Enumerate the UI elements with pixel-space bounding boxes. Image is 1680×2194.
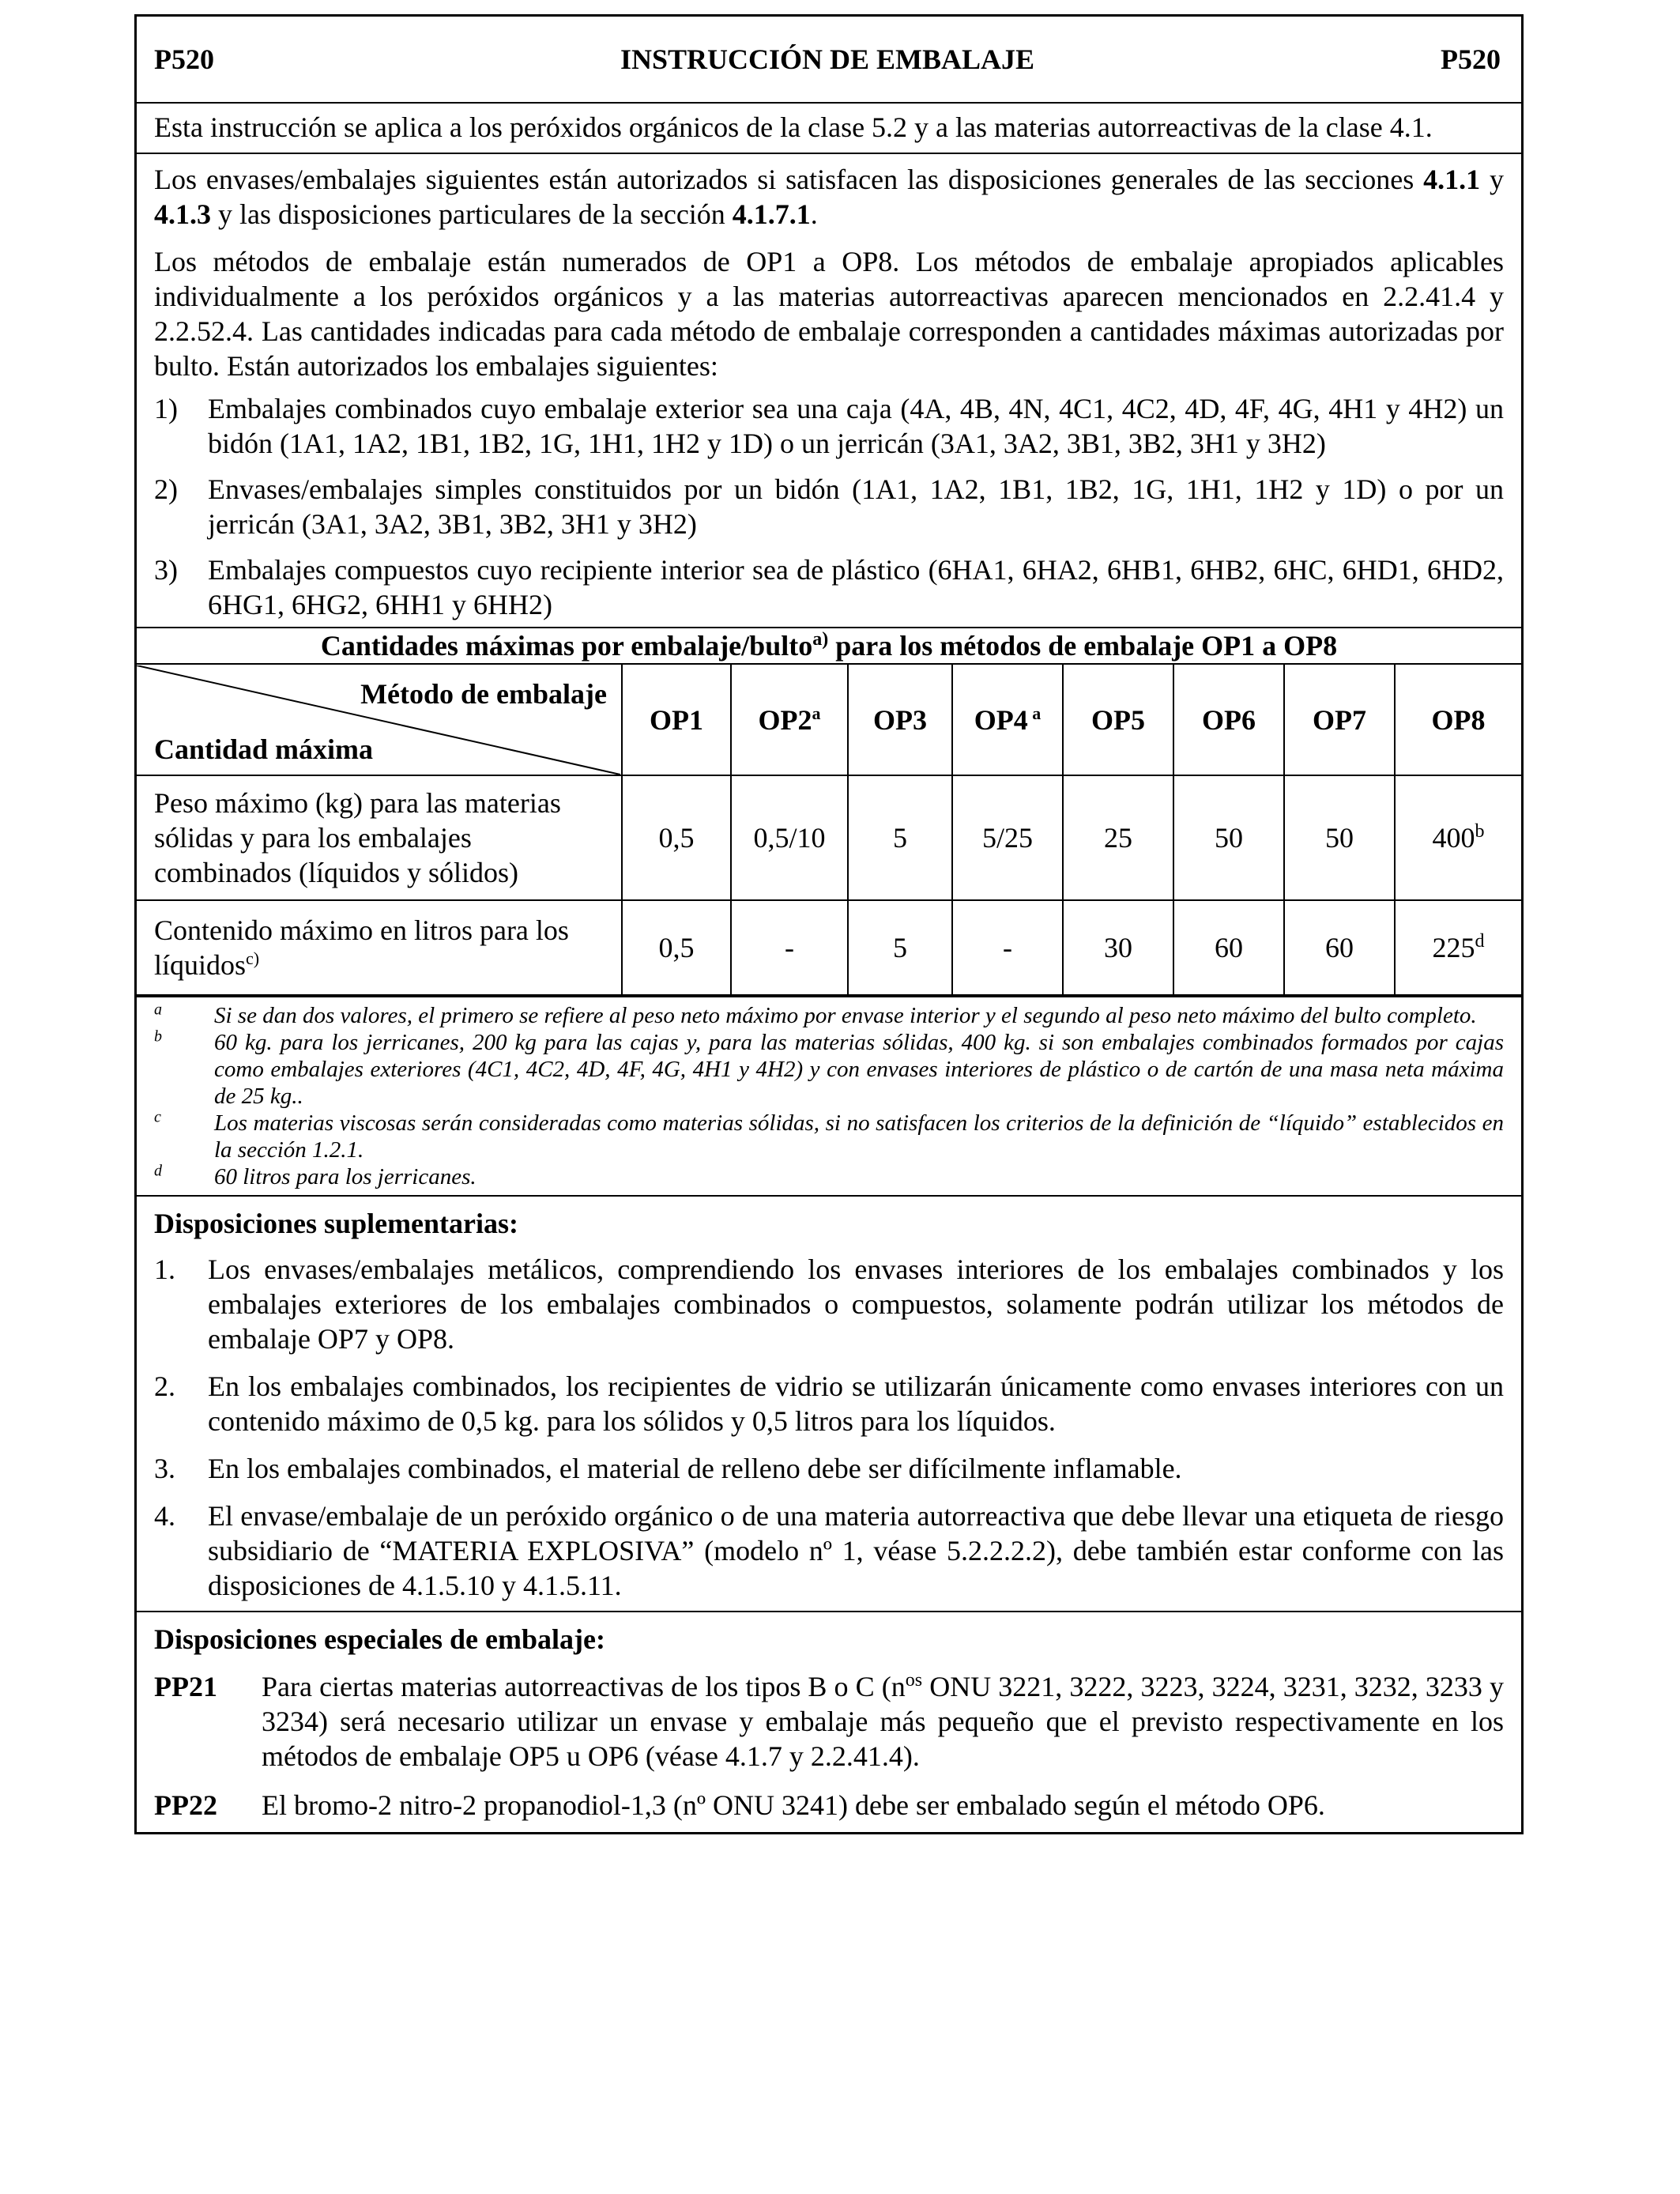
table-cell: 0,5 bbox=[622, 900, 731, 995]
instruction-code-left: P520 bbox=[154, 43, 214, 75]
intro-section bbox=[137, 102, 1521, 153]
table-title-part: para los métodos de embalaje OP1 a OP8 bbox=[828, 630, 1338, 662]
list-item-number: 4. bbox=[154, 1500, 175, 1532]
corner-qty-label: Cantidad máxima bbox=[154, 733, 374, 765]
list-item-text: En los embalajes combinados, el material de relleno debe ser difícilmente inflamable. bbox=[208, 1453, 1182, 1484]
footnote bbox=[154, 1163, 1504, 1190]
authorized-text bbox=[154, 162, 1504, 232]
footnote bbox=[154, 1110, 1504, 1163]
table-cell: 5 bbox=[848, 900, 952, 995]
table-cell: 60 bbox=[1173, 900, 1284, 995]
footnote bbox=[154, 1002, 1504, 1029]
method-header: OP5 bbox=[1063, 665, 1173, 775]
table-row bbox=[137, 900, 1521, 995]
table-header-row bbox=[137, 665, 1521, 775]
list-item-text: Envases/embalajes simples constituidos por un bidón (1A1, 1A2, 1B1, 1B2, 1G, 1H1, 1H2 y 1D) o por un jerricán (3A1, 3A2, 3B1, 3B2, 3H1 y 3H2) bbox=[208, 473, 1504, 540]
footnote-text: Los materias viscosas serán consideradas como materias sólidas, si no satisfacen los criterios de la definición de “líquido” establecidos en la sección 1.2.1. bbox=[214, 1110, 1504, 1163]
footnotes-section bbox=[137, 996, 1521, 1195]
authorized-text-part: y las disposiciones particulares de la sección bbox=[211, 198, 733, 230]
footnote-mark: d bbox=[154, 1162, 162, 1180]
list-item bbox=[154, 1252, 1504, 1356]
corner-method-label: Método de embalaje bbox=[360, 677, 607, 710]
method-header: OP4 $^a$ bbox=[952, 665, 1063, 775]
list-item bbox=[154, 1498, 1504, 1603]
quantity-table-title bbox=[137, 627, 1521, 663]
table-cell: 30 bbox=[1063, 900, 1173, 995]
list-item-number: 2) bbox=[154, 473, 178, 505]
section-ref: 4.1.7.1 bbox=[732, 198, 811, 230]
method-header: OP3 bbox=[848, 665, 952, 775]
table-cell: 60 bbox=[1284, 900, 1395, 995]
list-item-number: 1. bbox=[154, 1253, 175, 1285]
provision-code: PP22 bbox=[154, 1789, 217, 1821]
list-item bbox=[154, 552, 1504, 622]
footnote-mark: c bbox=[154, 1108, 161, 1126]
section-ref: 4.1.3 bbox=[154, 198, 211, 230]
method-header: OP6 bbox=[1173, 665, 1284, 775]
provision-code: PP21 bbox=[154, 1671, 217, 1702]
table-title-sup: a) bbox=[812, 629, 829, 650]
table-cell: 5/25 bbox=[952, 775, 1063, 900]
instruction-title: INSTRUCCIÓN DE EMBALAJE bbox=[620, 43, 1035, 75]
table-cell: - bbox=[952, 900, 1063, 995]
provision-text: El bromo-2 nitro-2 propanodiol-1,3 (nº ONU 3241) debe ser embalado según el método OP6. bbox=[262, 1789, 1325, 1821]
special-provision-pp22 bbox=[154, 1788, 1504, 1823]
supplementary-section bbox=[137, 1195, 1521, 1611]
corner-cell bbox=[137, 665, 622, 775]
footnote bbox=[154, 1029, 1504, 1110]
row-label: Contenido máximo en litros para los líquidos$^{c)}$ bbox=[137, 900, 622, 995]
table-cell: 225$^d$ bbox=[1395, 900, 1521, 995]
footnote-text: 60 kg. para los jerricanes, 200 kg para las cajas y, para las materias sólidas, 400 kg. si son embalajes combinados formados por cajas como embalajes exteriores (4C1, 4C2, 4D, 4F, 4G, 4H1 y 4H2) y con envases interiores de plástico o de cartón de una masa neta máxima de 25 kg.. bbox=[214, 1030, 1504, 1109]
footnote-text: 60 litros para los jerricanes. bbox=[214, 1164, 477, 1189]
quantity-table bbox=[137, 665, 1521, 996]
list-item bbox=[154, 1451, 1504, 1486]
special-title: Disposiciones especiales de embalaje: bbox=[154, 1623, 605, 1655]
list-item bbox=[154, 391, 1504, 461]
list-item-text: Embalajes compuestos cuyo recipiente interior sea de plástico (6HA1, 6HA2, 6HB1, 6HB2, 6HC, 6HD1, 6HD2, 6HG1, 6HG2, 6HH1 y 6HH2) bbox=[208, 554, 1504, 620]
method-header: OP7 bbox=[1284, 665, 1395, 775]
instruction-code-right: P520 bbox=[1440, 43, 1501, 75]
table-cell: 0,5 bbox=[622, 775, 731, 900]
special-section bbox=[137, 1611, 1521, 1832]
method-header: OP8 bbox=[1395, 665, 1521, 775]
footnote-mark: b bbox=[154, 1027, 162, 1046]
list-item-text: En los embalajes combinados, los recipientes de vidrio se utilizarán únicamente como envases interiores con un contenido máximo de 0,5 kg. para los sólidos y 0,5 litros para los líquidos. bbox=[208, 1370, 1504, 1437]
authorized-text-part: y bbox=[1480, 164, 1505, 195]
list-item-text: El envase/embalaje de un peróxido orgánico o de una materia autorreactiva que debe llevar una etiqueta de riesgo subsidiario de “MATERIA EXPLOSIVA” (modelo nº 1, véase 5.2.2.2.2), debe también estar conforme con las disposiciones de 4.1.5.10 y 4.1.5.11. bbox=[208, 1500, 1504, 1601]
list-item-number: 1) bbox=[154, 393, 178, 424]
special-provision-pp21 bbox=[154, 1669, 1504, 1774]
intro-text: Esta instrucción se aplica a los peróxidos orgánicos de la clase 5.2 y a las materias autorreactivas de la clase 4.1. bbox=[154, 111, 1433, 143]
table-cell: - bbox=[731, 900, 848, 995]
method-header: OP1 bbox=[622, 665, 731, 775]
list-item-text: Embalajes combinados cuyo embalaje exterior sea una caja (4A, 4B, 4N, 4C1, 4C2, 4D, 4F, 4G, 4H1 y 4H2) un bidón (1A1, 1A2, 1B1, 1B2, 1G, 1H1, 1H2 y 1D) o un jerricán (3A1, 3A2, 3B1, 3B2, 3H1 y 3H2) bbox=[208, 393, 1504, 459]
instruction-header bbox=[137, 17, 1521, 102]
method-header: OP2$^a$ bbox=[731, 665, 848, 775]
provision-text: Para ciertas materias autorreactivas de los tipos B o C ($n^{os}$ ONU 3221, 3222, 3223, 3224, 3231, 3232, 3233 y 3234) será necesario utilizar un envase y embalaje más pequeño que el previsto respectivamente en los métodos de embalaje OP5 u OP6 (véase 4.1.7 y 2.2.41.4). bbox=[262, 1670, 1504, 1772]
table-cell: 5 bbox=[848, 775, 952, 900]
methods-text: Los métodos de embalaje están numerados de OP1 a OP8. Los métodos de embalaje apropiados aplicables individualmente a los peróxidos orgánicos y a las materias autorreactivas aparecen mencionados en 2.2.41.4 y 2.2.52.4. Las cantidades indicadas para cada método de embalaje corresponden a cantidades máximas autorizadas por bulto. Están autorizados los embalajes siguientes: bbox=[154, 246, 1504, 382]
authorized-text-part: Los envases/embalajes siguientes están autorizados si satisfacen las disposiciones generales de las secciones bbox=[154, 164, 1424, 195]
authorized-section bbox=[137, 153, 1521, 627]
table-cell: 400$^b$ bbox=[1395, 775, 1521, 900]
table-cell: 0,5/10 bbox=[731, 775, 848, 900]
list-item bbox=[154, 1369, 1504, 1438]
list-item-text: Los envases/embalajes metálicos, comprendiendo los envases interiores de los embalajes combinados y los embalajes exteriores de los embalajes combinados o compuestos, solamente podrán utilizar los métodos de embalaje OP7 y OP8. bbox=[208, 1253, 1504, 1355]
table-row bbox=[137, 775, 1521, 900]
row-label: Peso máximo (kg) para las materias sólidas y para los embalajes combinados (líquidos y sólidos) bbox=[137, 775, 622, 900]
table-cell: 50 bbox=[1284, 775, 1395, 900]
footnote-mark: a bbox=[154, 1001, 162, 1019]
table-title-part: Cantidades máximas por embalaje/bulto bbox=[320, 630, 813, 662]
authorized-list bbox=[154, 391, 1504, 622]
packing-instruction-document bbox=[134, 14, 1524, 1834]
supplementary-title: Disposiciones suplementarias: bbox=[154, 1208, 519, 1239]
list-item-number: 3. bbox=[154, 1453, 175, 1484]
list-item-number: 3) bbox=[154, 554, 178, 586]
list-item bbox=[154, 472, 1504, 541]
section-ref: 4.1.1 bbox=[1423, 164, 1481, 195]
list-item-number: 2. bbox=[154, 1370, 175, 1402]
table-cell: 50 bbox=[1173, 775, 1284, 900]
quantity-table-wrap bbox=[137, 663, 1521, 996]
footnote-text: Si se dan dos valores, el primero se refiere al peso neto máximo por envase interior y el segundo al peso neto máximo del bulto completo. bbox=[214, 1003, 1477, 1028]
table-cell: 25 bbox=[1063, 775, 1173, 900]
authorized-text-part: . bbox=[810, 198, 818, 230]
